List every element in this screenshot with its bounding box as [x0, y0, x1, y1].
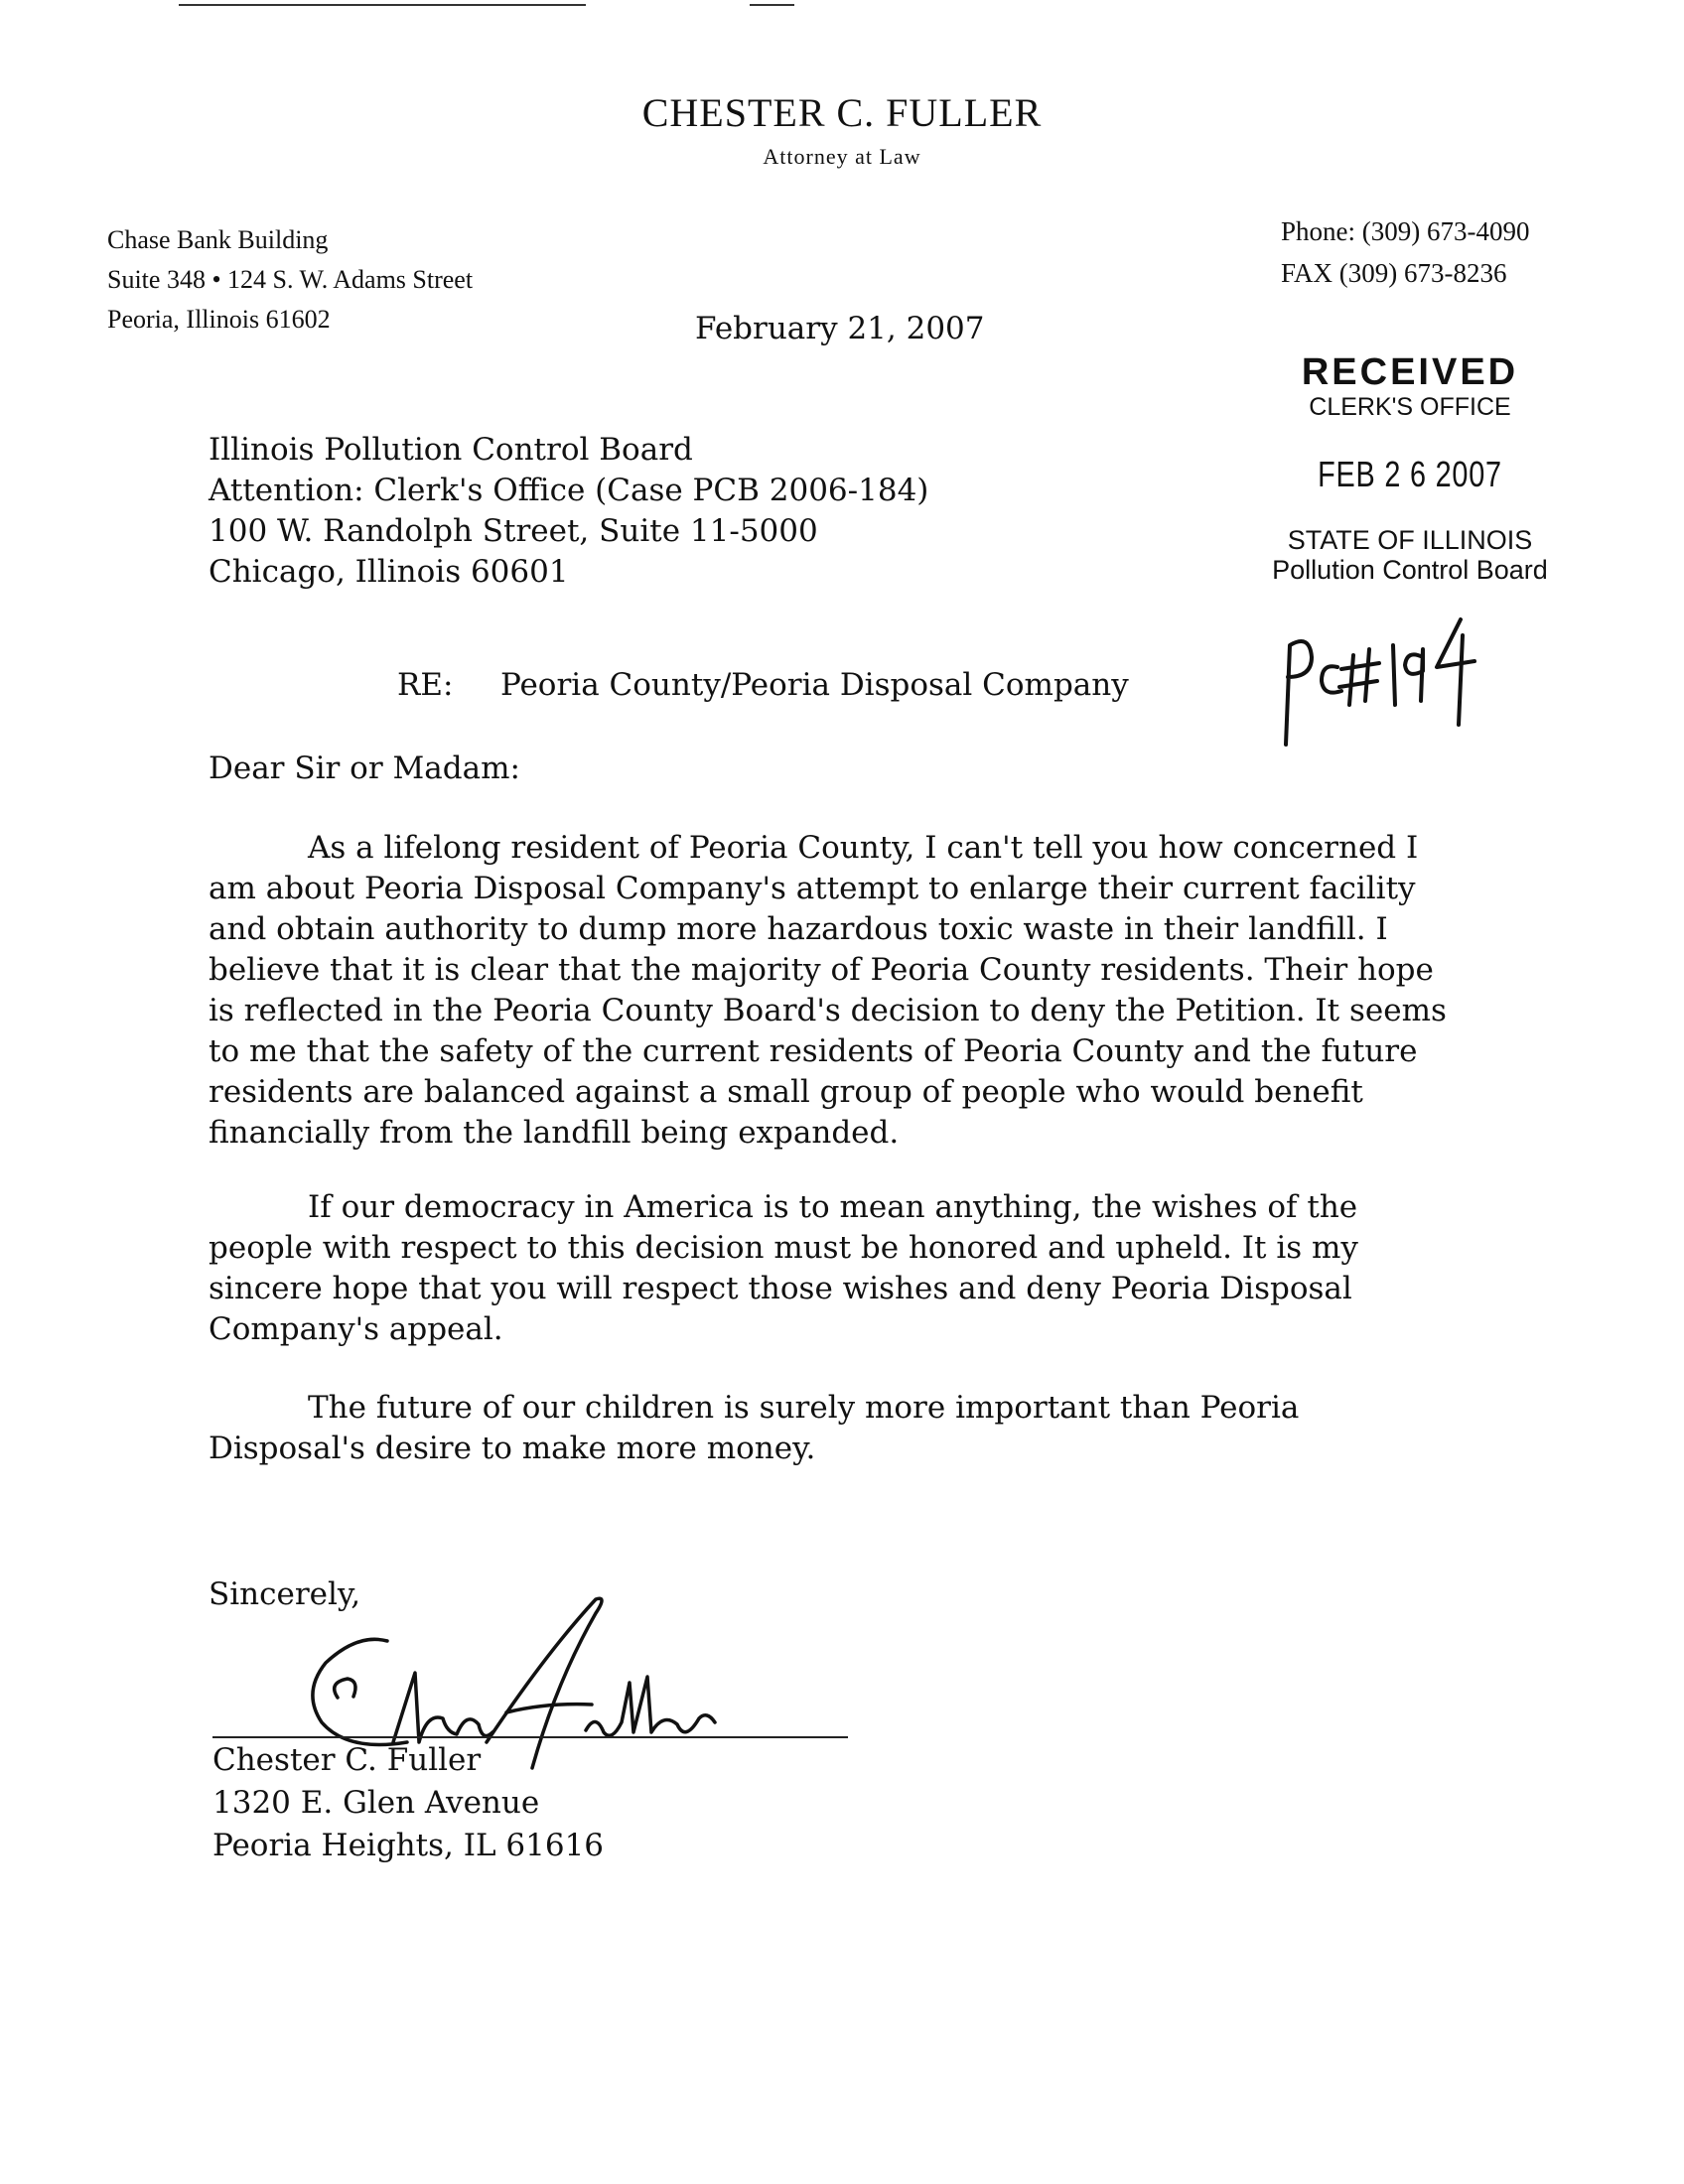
paragraph-line: people with respect to this decision must be honored and upheld. It is my: [209, 1230, 1358, 1266]
stamp-date: FEB 2 6 2007: [1318, 454, 1502, 494]
paragraph-line: Company's appeal.: [209, 1311, 503, 1347]
letterhead-address-line: Peoria, Illinois 61602: [107, 305, 331, 334]
re-line: [397, 667, 1129, 703]
paragraph-line: is reflected in the Peoria County Board's decision to deny the Petition. It seems: [209, 993, 1447, 1028]
paragraph-line: As a lifelong resident of Peoria County, I can't tell you how concerned I: [308, 830, 1419, 866]
signature-block: [212, 1739, 604, 1867]
salutation: Dear Sir or Madam:: [209, 751, 520, 786]
signer-address-line2: Peoria Heights, IL 61616: [212, 1828, 605, 1863]
closing: Sincerely,: [209, 1576, 361, 1612]
stamp-office: CLERK'S OFFICE: [1309, 393, 1511, 421]
paragraph-line: am about Peoria Disposal Company's attempt to enlarge their current facility: [209, 871, 1416, 906]
stamp-state: STATE OF ILLINOIS: [1287, 525, 1533, 555]
scan-artifact-line: [179, 4, 586, 6]
body-paragraph-3: [209, 1388, 1479, 1469]
paragraph-line: residents are balanced against a small group of people who would benefit: [209, 1074, 1363, 1110]
paragraph-line: believe that it is clear that the majority of Peoria County residents. Their hope: [209, 952, 1434, 988]
letterhead-address: [107, 220, 473, 340]
letterhead-fax: FAX (309) 673-8236: [1281, 258, 1507, 288]
paragraph-line: If our democracy in America is to mean anything, the wishes of the: [308, 1189, 1358, 1225]
paragraph-line: to me that the safety of the current residents of Peoria County and the future: [209, 1033, 1418, 1069]
signer-name: Chester C. Fuller: [212, 1742, 482, 1778]
signature-line: [212, 1736, 848, 1738]
letterhead-contact: [1281, 210, 1529, 294]
re-subject: Peoria County/Peoria Disposal Company: [500, 667, 1129, 703]
received-stamp: [1261, 352, 1559, 585]
body-paragraph-1: [209, 828, 1479, 1154]
recipient-address: [209, 430, 928, 593]
stamp-board: Pollution Control Board: [1272, 555, 1548, 585]
letterhead-name: CHESTER C. FULLER: [641, 90, 1043, 135]
letterhead-phone: Phone: (309) 673-4090: [1281, 216, 1530, 246]
recipient-line: Chicago, Illinois 60601: [209, 554, 569, 590]
letterhead-address-line: Chase Bank Building: [107, 225, 329, 254]
paragraph-line: financially from the landfill being expanded.: [209, 1115, 900, 1151]
paragraph-line: and obtain authority to dump more hazardous toxic waste in their landfill. I: [209, 911, 1388, 947]
handwritten-pc-number: [1266, 606, 1484, 754]
re-label: RE:: [397, 667, 454, 703]
recipient-line: 100 W. Randolph Street, Suite 11-5000: [209, 513, 818, 549]
body-paragraph-2: [209, 1187, 1479, 1350]
letterhead-title: Attorney at Law: [763, 144, 921, 169]
recipient-line: Illinois Pollution Control Board: [209, 432, 693, 468]
recipient-line: Attention: Clerk's Office (Case PCB 2006-184): [209, 473, 929, 508]
paragraph-line: Disposal's desire to make more money.: [209, 1431, 816, 1466]
scan-artifact-line: [750, 4, 794, 6]
stamp-received: RECEIVED: [1301, 351, 1519, 393]
paragraph-line: The future of our children is surely more important than Peoria: [308, 1390, 1300, 1426]
paragraph-line: sincere hope that you will respect those wishes and deny Peoria Disposal: [209, 1271, 1352, 1306]
letterhead-address-line: Suite 348 • 124 S. W. Adams Street: [107, 265, 474, 294]
letter-date: February 21, 2007: [695, 311, 985, 346]
signer-address-line1: 1320 E. Glen Avenue: [212, 1785, 540, 1821]
